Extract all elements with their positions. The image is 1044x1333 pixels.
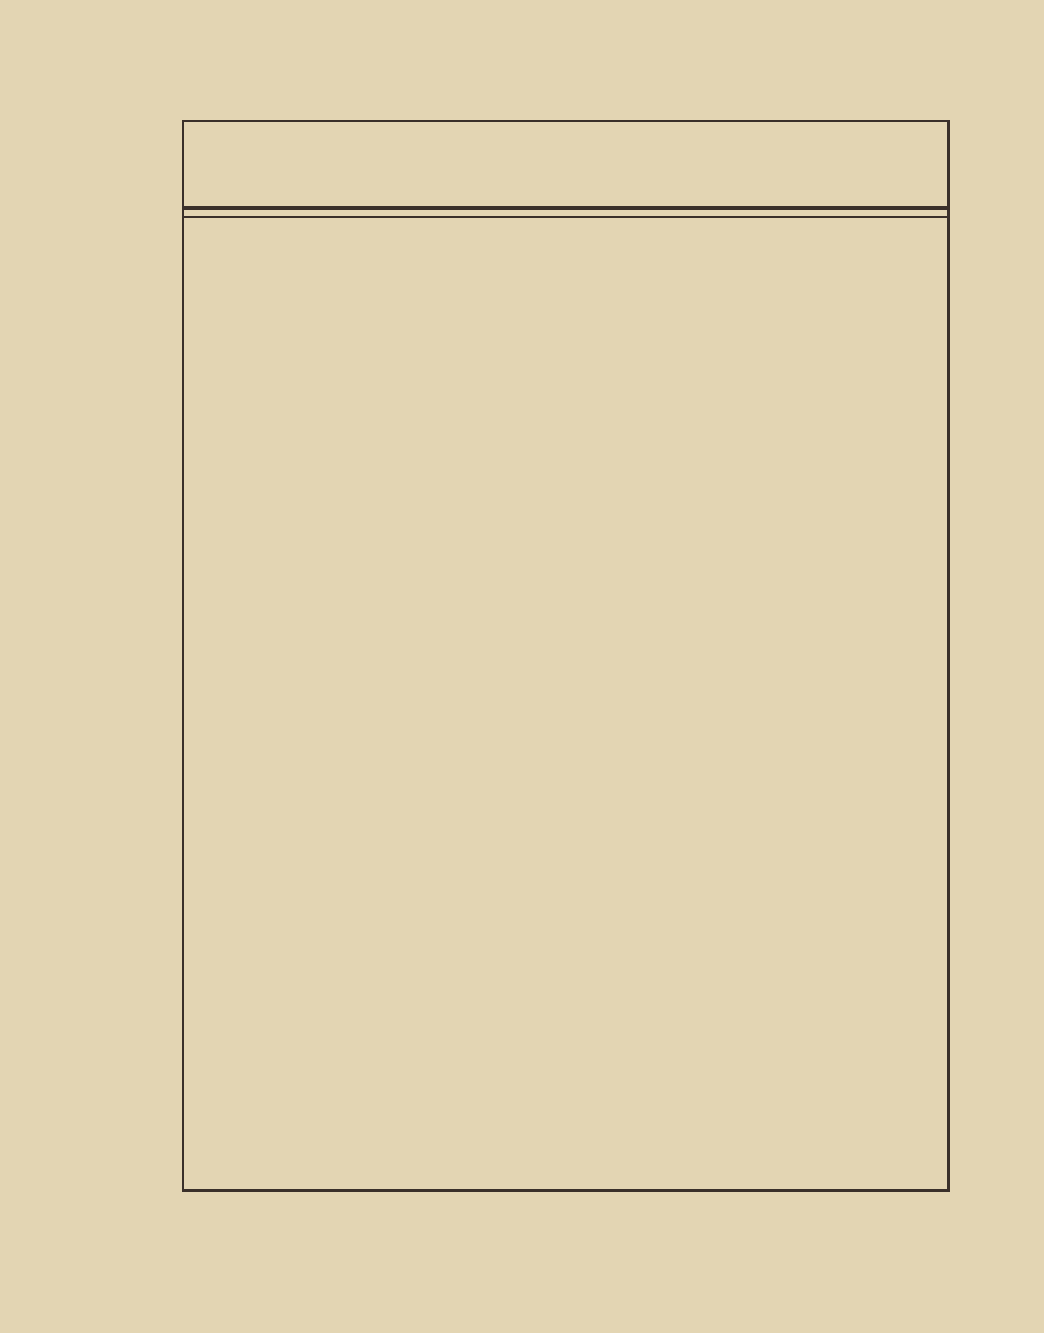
title-box [184,122,947,208]
wind-direction-frame [182,120,950,1192]
